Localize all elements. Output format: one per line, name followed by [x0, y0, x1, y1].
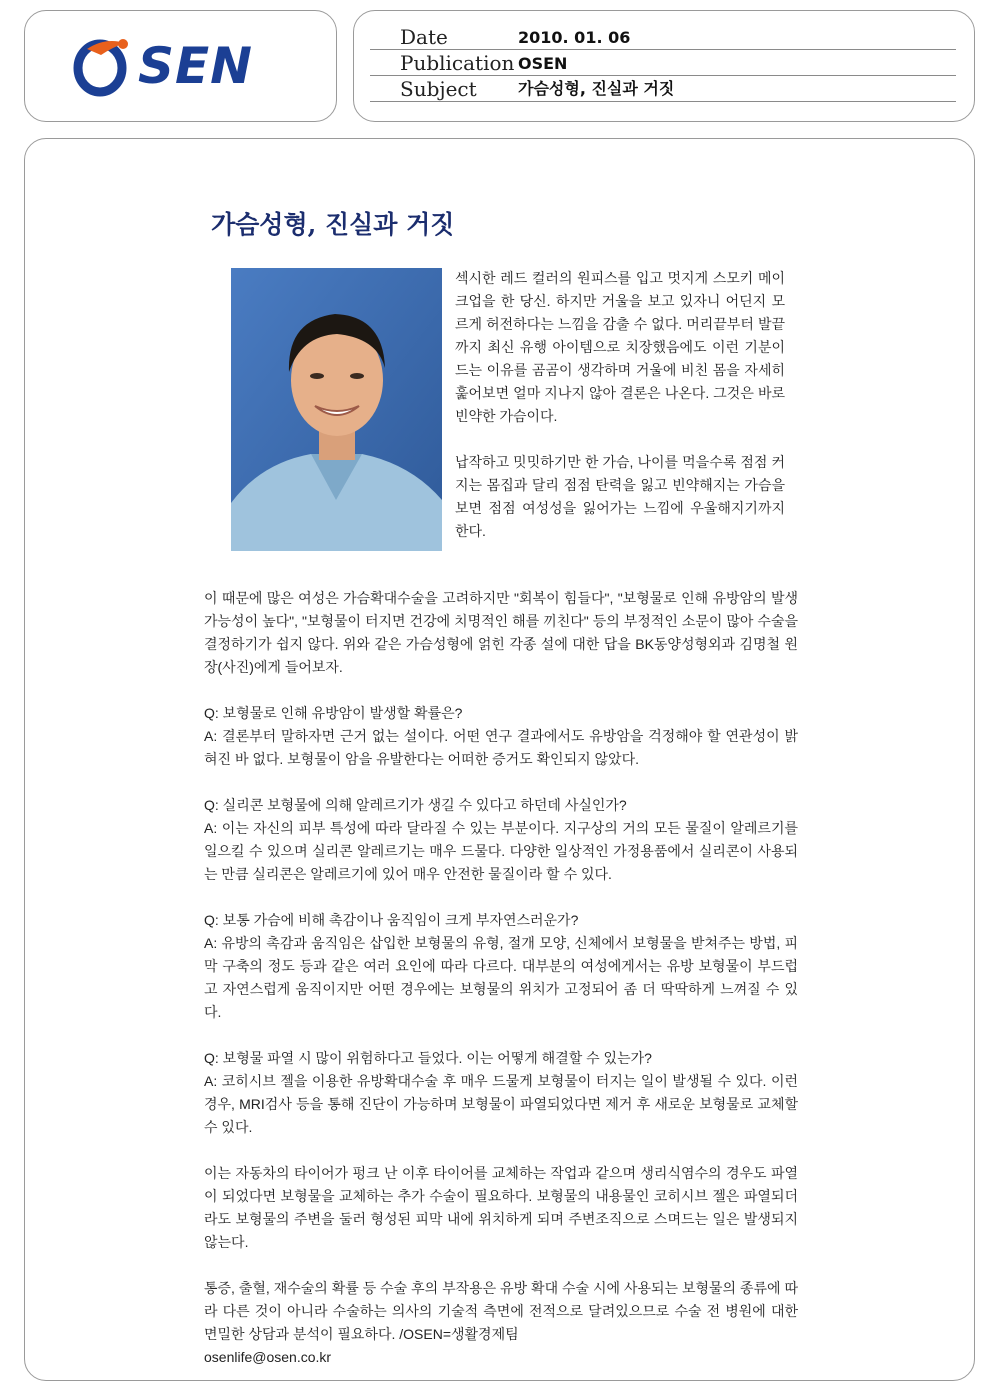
- qa-question: Q: 보형물로 인해 유방암이 발생할 확률은?: [204, 705, 463, 721]
- publication-label: Publication: [400, 51, 515, 75]
- contact-email: osenlife@osen.co.kr: [204, 1349, 332, 1365]
- qa-item-4: [204, 1047, 798, 1139]
- qa-question: Q: 보통 가슴에 비해 촉감이나 움직임이 크게 부자연스러운가?: [204, 912, 579, 928]
- qa-answer: A: 코히시브 젤을 이용한 유방확대수술 후 매우 드물게 보형물이 터지는 일이 발생될 수 있다. 이런 경우, MRI검사 등을 통해 진단이 가능하며 보형물이 파열되었다면 제거 후 새로운 보형물로 교체할 수 있다.: [204, 1073, 798, 1135]
- date-label: Date: [400, 25, 448, 49]
- qa-item-2: [204, 794, 798, 886]
- meta-row-publication: [370, 49, 956, 76]
- qa-item-1: [204, 702, 798, 771]
- intro-paragraph: 이 때문에 많은 여성은 가슴확대수술을 고려하지만 "회복이 힘들다", "보형물로 인해 유방암의 발생 가능성이 높다", "보형물이 터지면 건강에 치명적인 해를 끼친다" 등의 부정적인 소문이 많아 수술을 결정하기가 쉽지 않다. 위와 같은 가슴성형에 얽힌 각종 설에 대한 답을 BK동양성형외과 김명철 원장(사진)에게 들어보자.: [204, 590, 798, 675]
- qa-answer: A: 결론부터 말하자면 근거 없는 설이다. 어떤 연구 결과에서도 유방암을 걱정해야 할 연관성이 밝혀진 바 없다. 보형물이 암을 유발한다는 어떠한 증거도 확인되지 않았다.: [204, 728, 798, 767]
- meta-row-date: [370, 23, 956, 50]
- tire-paragraph: 이는 자동차의 타이어가 펑크 난 이후 타이어를 교체하는 작업과 같으며 생리식염수의 경우도 파열이 되었다면 보형물을 교체하는 추가 수술이 필요하다. 보형물의 내용물인 코히시브 젤은 파열되더라도 보형물의 주변을 둘러 형성된 피막 내에 위치하게 되며 주변조직으로 스며드는 일은 발생되지 않는다.: [204, 1165, 798, 1250]
- qa-question: Q: 보형물 파열 시 많이 위험하다고 들었다. 이는 어떻게 해결할 수 있는가?: [204, 1050, 652, 1066]
- qa-answer: A: 이는 자신의 피부 특성에 따라 달라질 수 있는 부분이다. 지구상의 거의 모든 물질이 알레르기를 일으킬 수 있으며 실리콘 알레르기는 매우 드물다. 다양한 일상적인 가정용품에서 실리콘이 사용되는 만큼 실리콘은 알레르기에 있어 매우 안전한 물질이라 할 수 있다.: [204, 820, 798, 882]
- meta-divider: [370, 101, 956, 102]
- logo-wordmark: SEN: [138, 37, 254, 95]
- qa-question: Q: 실리콘 보형물에 의해 알레르기가 생길 수 있다고 하던데 사실인가?: [204, 797, 627, 813]
- osen-logo-o-icon: [71, 35, 133, 97]
- subject-value: 가슴성형, 진실과 거짓: [518, 79, 675, 98]
- publication-value: OSEN: [518, 54, 568, 73]
- intro-side-column: [455, 267, 785, 566]
- side-paragraph-1: 섹시한 레드 컬러의 원피스를 입고 멋지게 스모키 메이크업을 한 당신. 하지만 거울을 보고 있자니 어딘지 모르게 허전하다는 느낌을 감출 수 없다. 머리끝부터 발끝까지 최신 유행 아이템으로 치장했음에도 이런 기분이 드는 이유를 곰곰이 생각하며 거울에 비친 몸을 자세히 훑어보면 얼마 지나지 않아 결론은 나온다. 그것은 바로 빈약한 가슴이다.: [455, 270, 785, 424]
- meta-row-subject: [370, 75, 956, 102]
- side-paragraph-2: 납작하고 밋밋하기만 한 가슴, 나이를 먹을수록 점점 커지는 몸집과 달리 점점 탄력을 잃고 빈약해지는 가슴을 보면 점점 여성성을 잃어가는 느낌에 우울해지기까지 한다.: [455, 454, 785, 539]
- date-value: 2010. 01. 06: [518, 28, 631, 47]
- closing-paragraph: [204, 1277, 798, 1369]
- meta-panel: [353, 10, 975, 122]
- closing-text: 통증, 출혈, 재수술의 확률 등 수술 후의 부작용은 유방 확대 수술 시에 사용되는 보형물의 종류에 따라 다른 것이 아니라 수술하는 의사의 기술적 측면에 전적으로 달려있으므로 수술 전 병원에 대한 면밀한 상담과 분석이 필요하다. /OSEN=생활경제팀: [204, 1280, 798, 1342]
- article-title: 가슴성형, 진실과 거짓: [211, 210, 455, 239]
- qa-answer: A: 유방의 촉감과 움직임은 삽입한 보형물의 유형, 절개 모양, 신체에서 보형물을 받쳐주는 방법, 피막 구축의 정도 등과 같은 여러 요인에 따라 다르다. 대부분의 여성에게서는 유방 보형물이 부드럽고 자연스럽게 움직이지만 어떤 경우에는 보형물의 위치가 고정되어 좀 더 딱딱하게 느껴질 수 있다.: [204, 935, 798, 1020]
- logo-panel: [24, 10, 337, 122]
- subject-label: Subject: [400, 77, 477, 101]
- qa-item-3: [204, 909, 798, 1024]
- article-body: [204, 587, 798, 1369]
- doctor-photo: [231, 268, 442, 551]
